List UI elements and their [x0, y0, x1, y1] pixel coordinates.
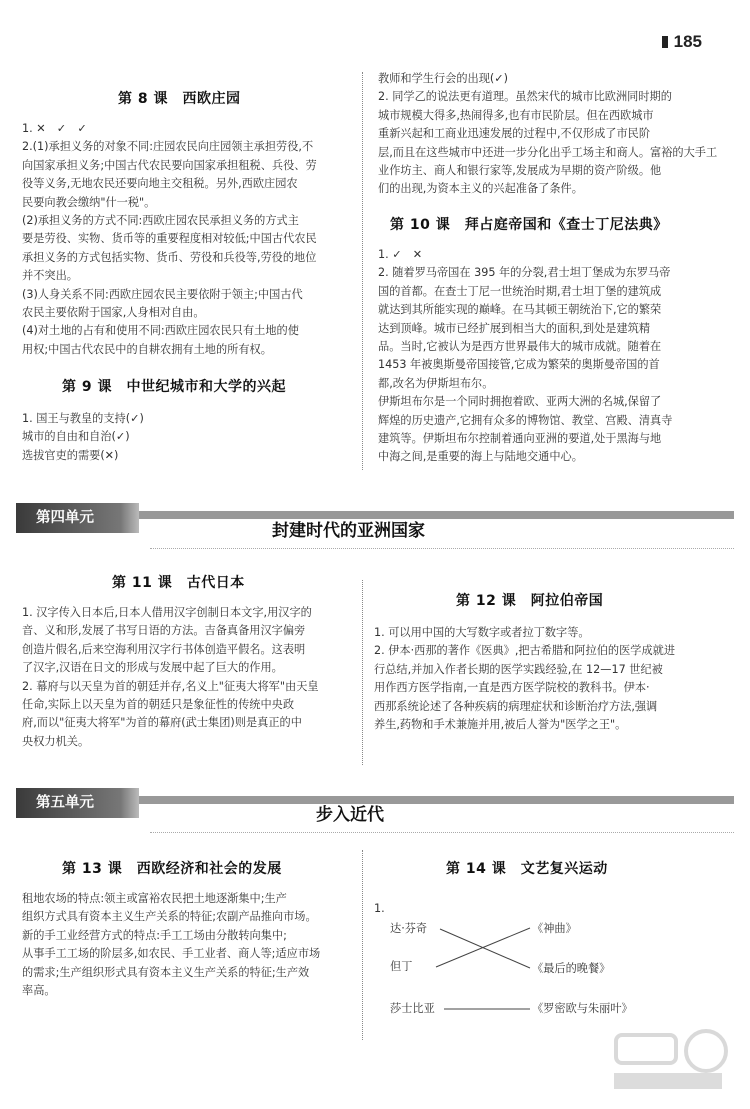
answer-line: 选拔官吏的需要(✕) — [22, 448, 119, 462]
answer-line: 向国家承担义务;中国古代农民要向国家承担租税、兵役、劳 — [22, 158, 317, 172]
lesson9-answers-continued — [378, 70, 722, 199]
answer-line: 建筑等。伊斯坦布尔控制着通向亚洲的要道,处于黑海与地 — [378, 432, 662, 446]
unit4-title: 封建时代的亚洲国家 — [272, 521, 425, 541]
lesson12-answers — [374, 624, 722, 734]
answer-line: 2. 伊本·西那的著作《医典》,把古希腊和阿拉伯的医学成就进 — [374, 644, 676, 658]
match-right-item: 《罗密欧与朱丽叶》 — [532, 1002, 633, 1015]
answer-line: 了汉字,汉语在日文的形成与发展中起了巨大的作用。 — [22, 661, 283, 675]
match-left-item: 但丁 — [390, 960, 413, 973]
unit5-banner: 第五单元 — [16, 788, 139, 818]
lesson11-answers — [22, 604, 354, 751]
answer-line: 2. 随着罗马帝国在 395 年的分裂,君士坦丁堡成为东罗马帝 — [378, 266, 671, 280]
watermark-seal-icon — [608, 1025, 728, 1095]
answer-line: (3)人身关系不同:西欧庄园农民主要依附于领主;中国古代 — [22, 287, 303, 301]
answer-line: 1. ✕ ✓ ✓ — [22, 122, 87, 135]
answer-line: 的需求;生产组织形式具有资本主义生产关系的特征;生产效 — [22, 965, 310, 979]
answer-line: 并不突出。 — [22, 269, 78, 283]
answer-line: 行总结,并加入作者长期的医学实践经验,在 12—17 世纪被 — [374, 662, 663, 676]
answer-line: 新的手工业经营方式的特点:手工工场由分散转向集中; — [22, 928, 287, 942]
answer-line: 西那系统论述了各种疾病的病理症状和诊断治疗方法,强调 — [374, 699, 658, 713]
answer-line: 承担义务的方式包括实物、货币、劳役和兵役等,劳役的地位 — [22, 250, 317, 264]
answer-line: 1. 国王与教皇的支持(✓) — [22, 412, 144, 425]
answer-line: 2. 同学乙的说法更有道理。虽然宋代的城市比欧洲同时期的 — [378, 90, 672, 104]
answer-line: 府,而以"征夷大将军"为首的幕府(武士集团)则是真正的中 — [22, 716, 302, 730]
answer-line: 从事手工工场的阶层多,如农民、手工业者、商人等;适应市场 — [22, 947, 321, 961]
page-marker-icon — [662, 36, 668, 48]
answer-line: (2)承担义务的方式不同:西欧庄园农民承担义务的方式主 — [22, 214, 299, 228]
lesson11-title: 第 11 课 古代日本 — [112, 575, 245, 591]
answer-line: 们的出现,为资本主义的兴起准备了条件。 — [378, 182, 583, 196]
answer-line: 任命,实际上以天皇为首的朝廷只是象征性的传统中央政 — [22, 698, 295, 712]
answer-line: 城市规模大得多,热闹得多,也有市民阶层。但在西欧城市 — [378, 108, 654, 122]
answer-line: 辉煌的历史遗产,它拥有众多的博物馆、教堂、宫殿、清真寺 — [378, 413, 673, 427]
answer-line: 要是劳役、实物、货币等的重要程度相对较低;中国古代农民 — [22, 232, 317, 246]
answer-line: 中海之间,是重要的海上与陆地交通中心。 — [378, 450, 583, 464]
answer-line: 民要向教会缴纳"什一税"。 — [22, 195, 156, 209]
answer-line: 租地农场的特点:领主或富裕农民把土地逐渐集中;生产 — [22, 892, 287, 905]
answer-line: 组织方式具有资本主义生产关系的特征;农副产品推向市场。 — [22, 910, 317, 924]
lesson14-title: 第 14 课 文艺复兴运动 — [446, 861, 608, 877]
lesson12-title: 第 12 课 阿拉伯帝国 — [456, 593, 604, 609]
answer-line: 1. ✓ ✕ — [378, 248, 423, 261]
unit4-banner: 第四单元 — [16, 503, 139, 533]
lesson14-question-number: 1. — [374, 902, 385, 915]
lesson8-title: 第 8 课 西欧庄园 — [118, 91, 241, 107]
answer-line: 1453 年被奥斯曼帝国接管,它成为繁荣的奥斯曼帝国的首 — [378, 358, 660, 372]
matching-lines — [380, 900, 560, 1030]
match-left-item: 莎士比亚 — [390, 1002, 435, 1015]
answer-line: 养生,药物和手术兼施并用,被后人誉为"医学之王"。 — [374, 718, 627, 732]
answer-line: 用作西方医学指南,一直是西方医学院校的教科书。伊本· — [374, 681, 650, 695]
answer-line: 农民主要依附于国家,人身相对自由。 — [22, 306, 205, 320]
unit5-banner-rule — [139, 796, 734, 804]
answer-line: 1. 可以用中国的大写数字或者拉丁数字等。 — [374, 626, 590, 639]
answer-line: 教师和学生行会的出现(✓) — [378, 72, 508, 85]
unit4-divider — [150, 548, 734, 549]
match-left-item: 达·芬奇 — [390, 922, 428, 935]
answer-line: 用权;中国古代农民中的自耕农拥有土地的所有权。 — [22, 342, 272, 356]
unit5-divider — [150, 832, 734, 833]
column-divider — [362, 580, 363, 765]
answer-line: 都,改名为伊斯坦布尔。 — [378, 376, 494, 390]
answer-line: 达到顶峰。城市已经扩展到相当大的面积,到处是建筑精 — [378, 321, 651, 335]
lesson9-answers — [22, 410, 354, 465]
page-number-text: 185 — [673, 32, 702, 51]
answer-line: 央权力机关。 — [22, 734, 90, 748]
lesson13-answers — [22, 890, 358, 1000]
answer-line: 重新兴起和工商业迅速发展的过程中,不仅形成了市民阶 — [378, 127, 651, 141]
lesson10-title: 第 10 课 拜占庭帝国和《查士丁尼法典》 — [390, 217, 668, 233]
answer-line: 2. 幕府与以天皇为首的朝廷并存,名义上"征夷大将军"由天皇 — [22, 679, 319, 693]
answer-line: 城市的自由和自治(✓) — [22, 430, 130, 444]
answer-line: 就达到其所能实现的巅峰。在马其顿王朝统治下,它的繁荣 — [378, 303, 662, 317]
page-number — [662, 32, 702, 52]
answer-line: 层,而且在这些城市中还进一步分化出乎工场主和商人。富裕的大手工 — [378, 145, 718, 159]
answer-line: 1. 汉字传入日本后,日本人借用汉字创制日本文字,用汉字的 — [22, 606, 312, 619]
answer-line: (4)对土地的占有和使用不同:西欧庄园农民只有土地的使 — [22, 324, 299, 338]
watermark-logo — [608, 1025, 728, 1095]
match-right-item: 《神曲》 — [532, 922, 577, 935]
lesson8-answers — [22, 120, 354, 359]
lesson10-answers — [378, 246, 722, 467]
answer-line: 国的首都。在查士丁尼一世统治时期,君士坦丁堡的建筑成 — [378, 284, 662, 298]
answer-line: 伊斯坦布尔是一个同时拥抱着欧、亚两大洲的名城,保留了 — [378, 395, 662, 409]
unit4-banner-rule — [139, 511, 734, 519]
answer-line: 音、义和形,发展了书写日语的方法。吉备真备用汉字偏旁 — [22, 624, 306, 638]
answer-line: 率高。 — [22, 984, 56, 998]
answer-line: 2.(1)承担义务的对象不同:庄园农民向庄园领主承担劳役,不 — [22, 140, 314, 154]
column-divider — [362, 850, 363, 1040]
answer-line: 品。当时,它被认为是西方世界最伟大的城市成就。随着在 — [378, 340, 662, 354]
match-line — [440, 929, 530, 968]
answer-line: 创造片假名,后来空海利用汉字行书体创造平假名。这表明 — [22, 642, 306, 656]
lesson9-title: 第 9 课 中世纪城市和大学的兴起 — [62, 379, 286, 395]
unit5-title: 步入近代 — [316, 805, 384, 825]
match-right-item: 《最后的晚餐》 — [532, 962, 611, 975]
answer-line: 役等义务,无地农民还要向地主交租税。另外,西欧庄园农 — [22, 177, 298, 191]
column-divider — [362, 72, 363, 470]
lesson13-title: 第 13 课 西欧经济和社会的发展 — [62, 861, 282, 877]
answer-line: 业作坊主、商人和银行家等,发展成为早期的资产阶级。他 — [378, 164, 662, 178]
